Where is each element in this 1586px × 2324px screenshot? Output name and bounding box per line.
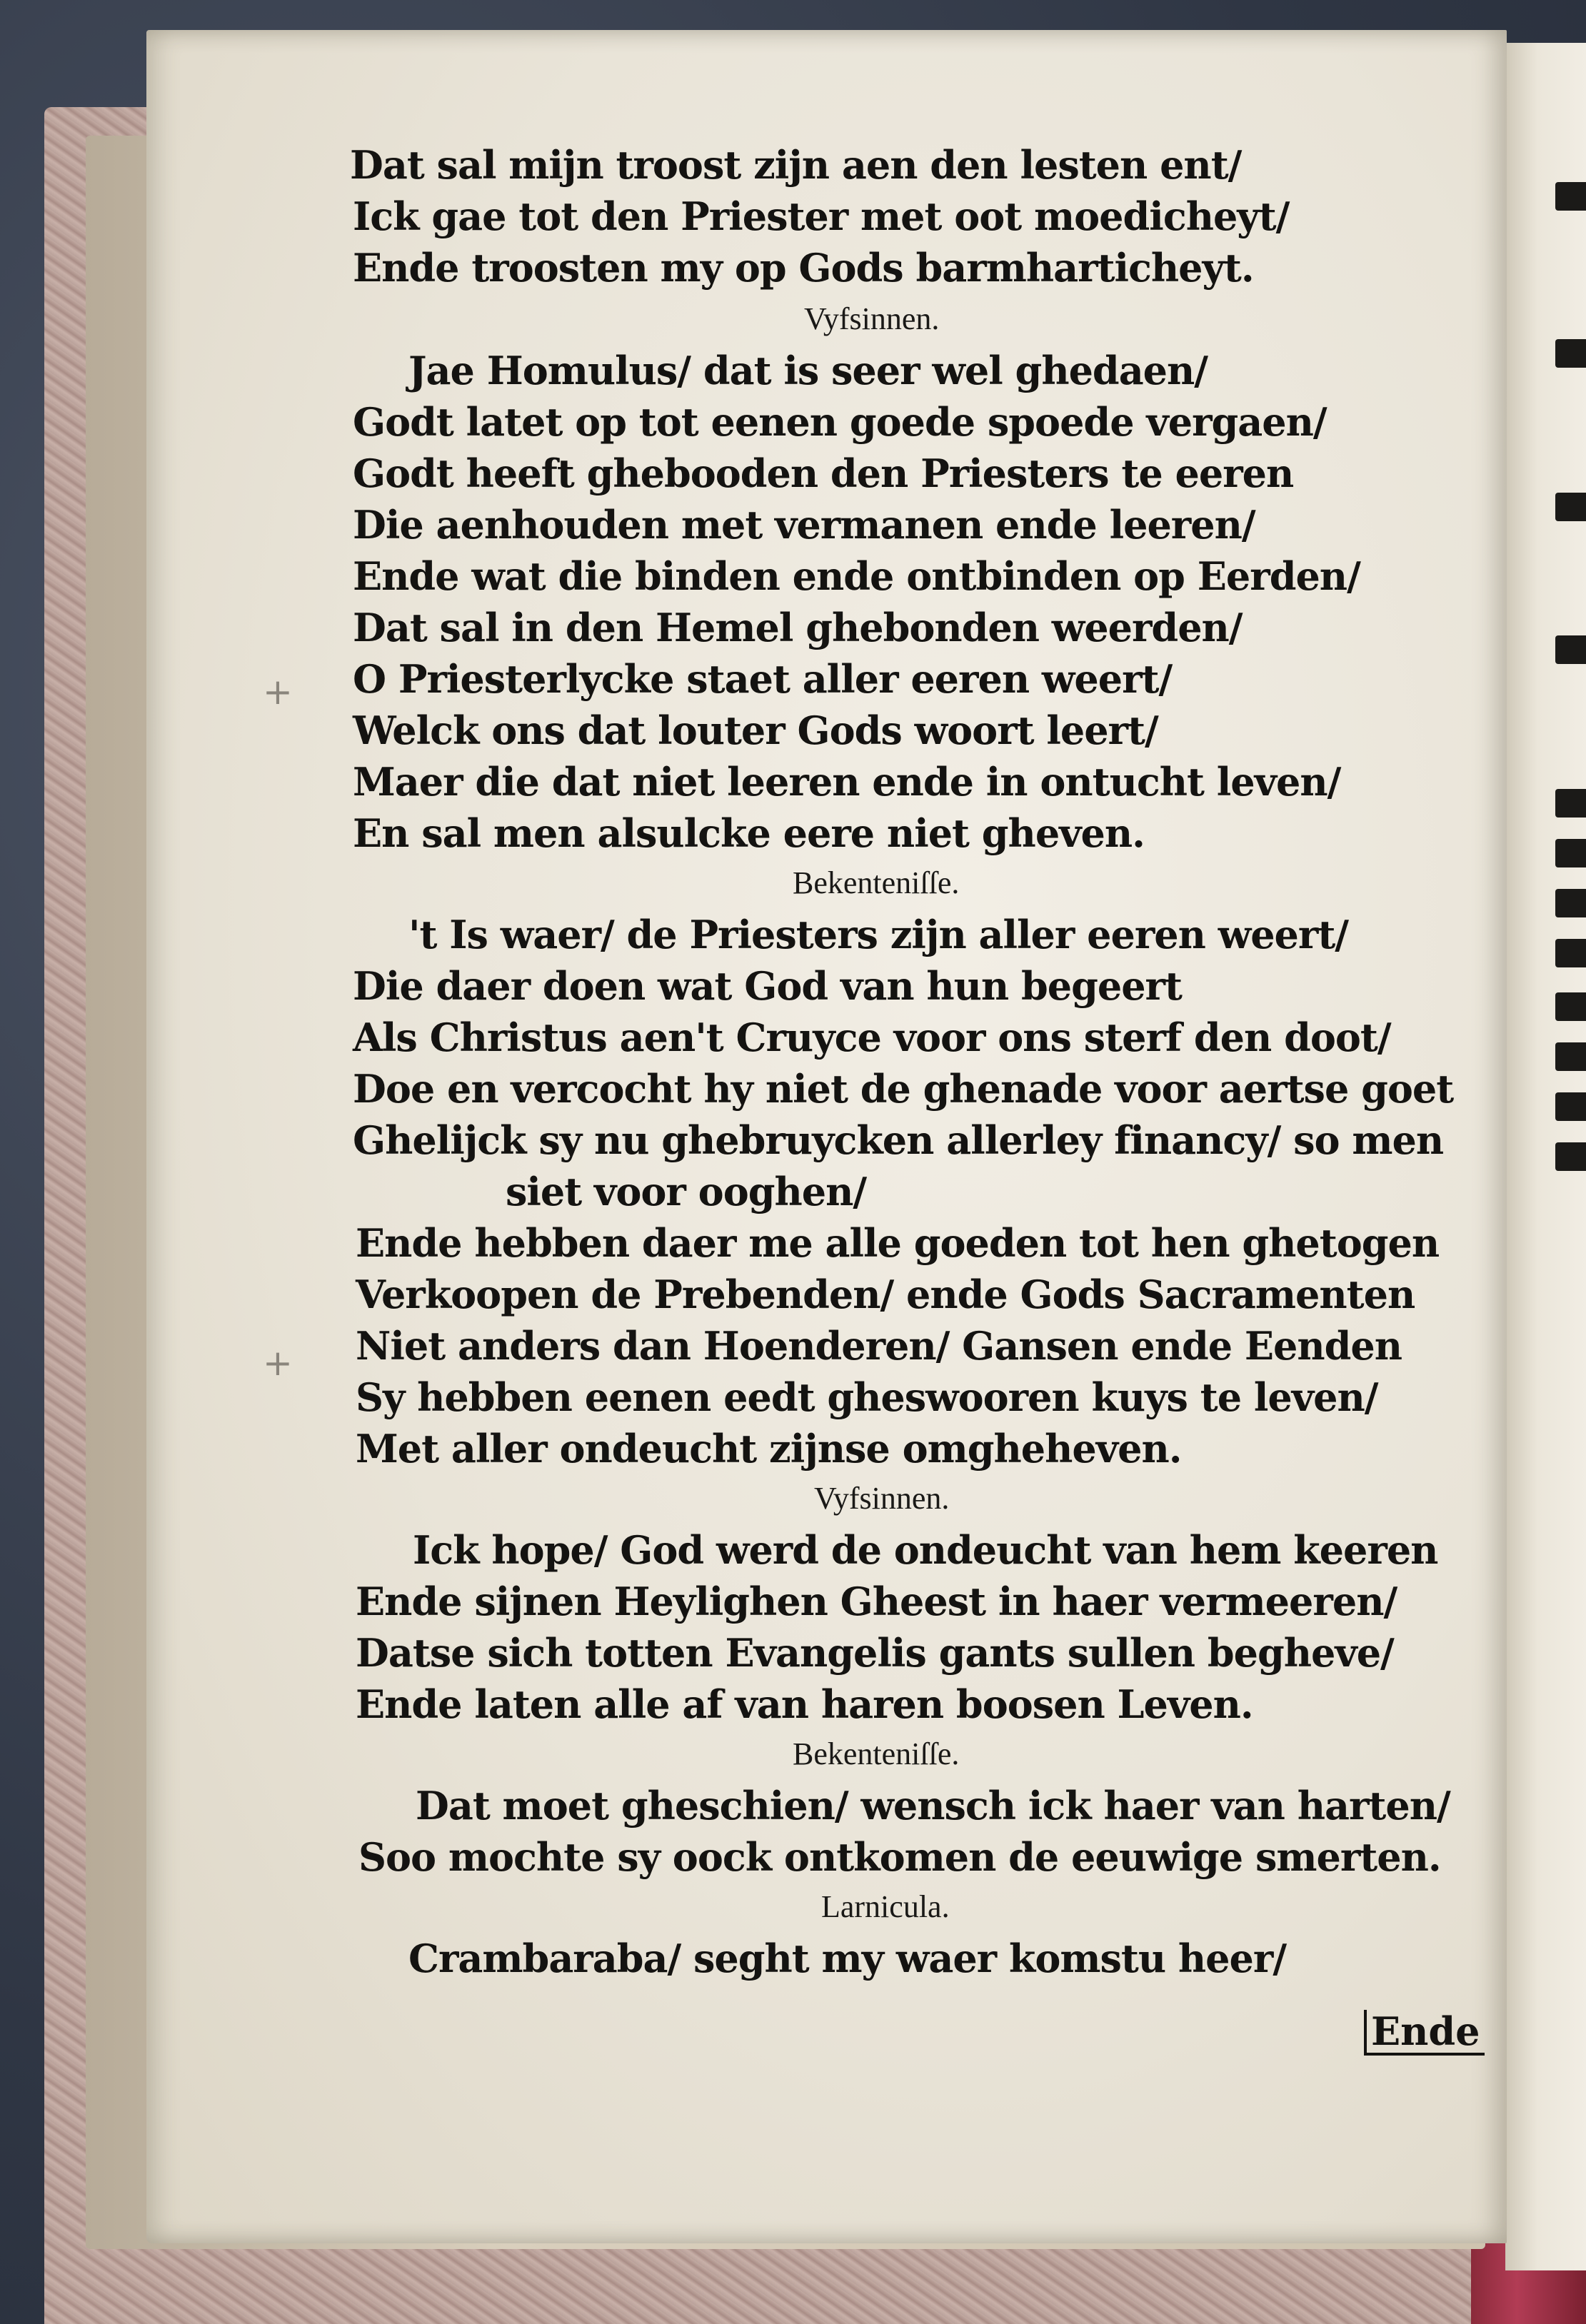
- text-line: Jae Homulus/ dat is seer wel ghedaen/: [408, 348, 1208, 393]
- facing-page-glyph: [1555, 182, 1586, 211]
- text-line: Ghelijck sy nu ghebruycken allerley financy/ so men: [353, 1117, 1444, 1163]
- text-line: Niet anders dan Hoenderen/ Gansen ende Eenden: [356, 1323, 1402, 1369]
- text-line: Doe en vercocht hy niet de ghenade voor aertse goet: [353, 1066, 1454, 1112]
- facing-page-glyph: [1555, 1092, 1586, 1121]
- text-line: O Priesterlycke staet aller eeren weert/: [353, 656, 1173, 702]
- speaker-heading: Vyfsinnen.: [814, 1481, 950, 1516]
- text-line: Dat sal mijn troost zijn aen den lesten ent/: [350, 142, 1242, 188]
- text-line: Die daer doen wat God van hun begeert: [353, 963, 1182, 1009]
- text-line: Ende sijnen Heylighen Gheest in haer vermeeren/: [356, 1579, 1397, 1624]
- text-line: siet voor ooghen/: [506, 1169, 867, 1214]
- facing-page-glyph: [1555, 493, 1586, 521]
- text-line: Ende wat die binden ende ontbinden op Eerden/: [353, 553, 1360, 599]
- text-line: Als Christus aen't Cruyce voor ons sterf den doot/: [353, 1015, 1391, 1060]
- text-line: Godt latet op tot eenen goede spoede vergaen/: [353, 399, 1327, 445]
- facing-page-glyph: [1555, 339, 1586, 368]
- text-line: Die aenhouden met vermanen ende leeren/: [353, 502, 1255, 548]
- text-line: Maer die dat niet leeren ende in ontucht leven/: [353, 759, 1341, 805]
- text-line: Ick hope/ God werd de ondeucht van hem keeren: [413, 1527, 1438, 1573]
- facing-page-glyph: [1555, 1042, 1586, 1071]
- text-line: Dat moet gheschien/ wensch ick haer van harten/: [416, 1783, 1450, 1828]
- facing-page-glyph: [1555, 992, 1586, 1021]
- speaker-heading: Vyfsinnen.: [804, 301, 940, 336]
- text-line: Sy hebben eenen eedt gheswooren kuys te leven/: [356, 1374, 1378, 1420]
- text-line: Ende laten alle af van haren boosen Leven.: [356, 1681, 1253, 1727]
- text-line: Godt heeft ghebooden den Priesters te eeren: [353, 451, 1294, 496]
- facing-page-glyph: [1555, 889, 1586, 917]
- speaker-heading: Larnicula.: [821, 1889, 950, 1924]
- facing-page-glyph: [1555, 1142, 1586, 1171]
- text-line: Welck ons dat louter Gods woort leert/: [353, 708, 1158, 753]
- margin-pencil-mark: +: [263, 671, 293, 713]
- text-line: Dat sal in den Hemel ghebonden weerden/: [353, 605, 1243, 650]
- text-line: Ende hebben daer me alle goeden tot hen ghetogen: [356, 1220, 1440, 1266]
- text-line: Verkoopen de Prebenden/ ende Gods Sacramenten: [356, 1272, 1415, 1317]
- text-line: Ende troosten my op Gods barmharticheyt.: [353, 245, 1254, 291]
- facing-page-glyph: [1555, 839, 1586, 867]
- speaker-heading: Bekenteniſſe.: [793, 1736, 960, 1771]
- text-line: Datse sich totten Evangelis gants sullen begheve/: [356, 1630, 1394, 1676]
- catchword: Ende: [1364, 2010, 1485, 2056]
- text-line: Crambaraba/ seght my waer komstu heer/: [408, 1936, 1287, 1981]
- facing-page-glyph: [1555, 939, 1586, 967]
- facing-page-glyph: [1555, 635, 1586, 664]
- text-line: Soo mochte sy oock ontkomen de eeuwige smerten.: [358, 1834, 1441, 1880]
- text-line: En sal men alsulcke eere niet gheven.: [353, 810, 1145, 856]
- margin-pencil-mark: +: [263, 1342, 293, 1384]
- text-line: Ick gae tot den Priester met oot moedicheyt/: [353, 193, 1290, 239]
- speaker-heading: Bekenteniſſe.: [793, 865, 960, 900]
- text-line: Met aller ondeucht zijnse omgheheven.: [356, 1426, 1182, 1472]
- facing-page-glyph: [1555, 789, 1586, 818]
- text-line: 't Is waer/ de Priesters zijn aller eeren weert/: [408, 912, 1349, 957]
